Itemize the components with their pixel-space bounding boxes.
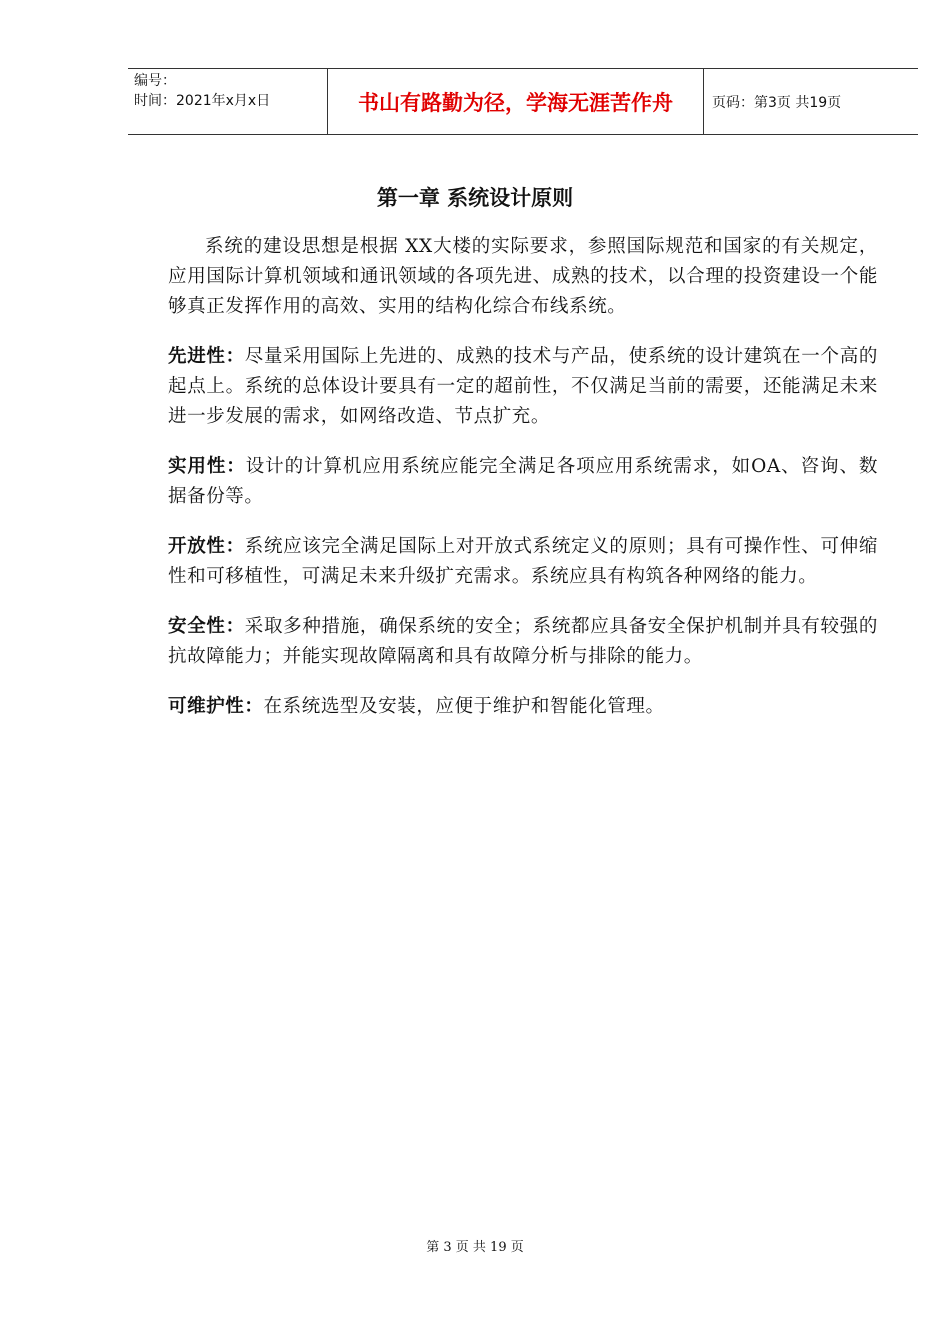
principle-term: 可维护性： — [168, 696, 264, 717]
page-header — [128, 68, 918, 135]
principle-term: 先进性： — [168, 346, 245, 367]
principle-text: 在系统选型及安装，应便于维护和智能化管理。 — [263, 696, 665, 717]
principle-paragraph — [168, 342, 878, 432]
principle-term: 开放性： — [168, 536, 245, 557]
principle-text: 设计的计算机应用系统应能完全满足各项应用系统需求，如OA、咨询、数据备份等。 — [168, 456, 878, 507]
page-footer: 第 3 页 共 19 页 — [426, 1240, 524, 1255]
serial-label: 编号： — [134, 73, 176, 89]
principle-text: 系统应该完全满足国际上对开放式系统定义的原则；具有可操作性、可伸缩性和可移植性，可满足未来升级扩充需求。系统应具有构筑各种网络的能力。 — [168, 536, 878, 587]
principle-term: 实用性： — [168, 456, 246, 477]
intro-paragraph: 系统的建设思想是根据 XX大楼的实际要求，参照国际规范和国家的有关规定，应用国际计算机领域和通讯领域的各项先进、成熟的技术，以合理的投资建设一个能够真正发挥作用的高效、实用的结构化综合布线系统。 — [168, 236, 878, 317]
principle-paragraph — [168, 452, 878, 512]
header-motto: 书山有路勤为径，学海无涯苦作舟 — [328, 69, 704, 134]
header-page-info: 页码：第3页 共19页 — [712, 94, 842, 111]
principle-term: 安全性： — [168, 616, 245, 637]
principle-text: 采取多种措施，确保系统的安全；系统都应具备安全保护机制并具有较强的抗故障能力；并能实现故障隔离和具有故障分析与排除的能力。 — [168, 616, 878, 667]
principle-paragraph — [168, 692, 878, 722]
time-label: 时间：2021年x月x日 — [134, 93, 271, 109]
chapter-title: 第一章 系统设计原则 — [376, 186, 574, 210]
principle-paragraph — [168, 612, 878, 672]
principle-paragraph — [168, 532, 878, 592]
principle-text: 尽量采用国际上先进的、成熟的技术与产品，使系统的设计建筑在一个高的起点上。系统的总体设计要具有一定的超前性，不仅满足当前的需要，还能满足未来进一步发展的需求，如网络改造、节点扩充。 — [168, 346, 878, 427]
document-body — [168, 232, 878, 742]
header-meta — [128, 69, 328, 134]
